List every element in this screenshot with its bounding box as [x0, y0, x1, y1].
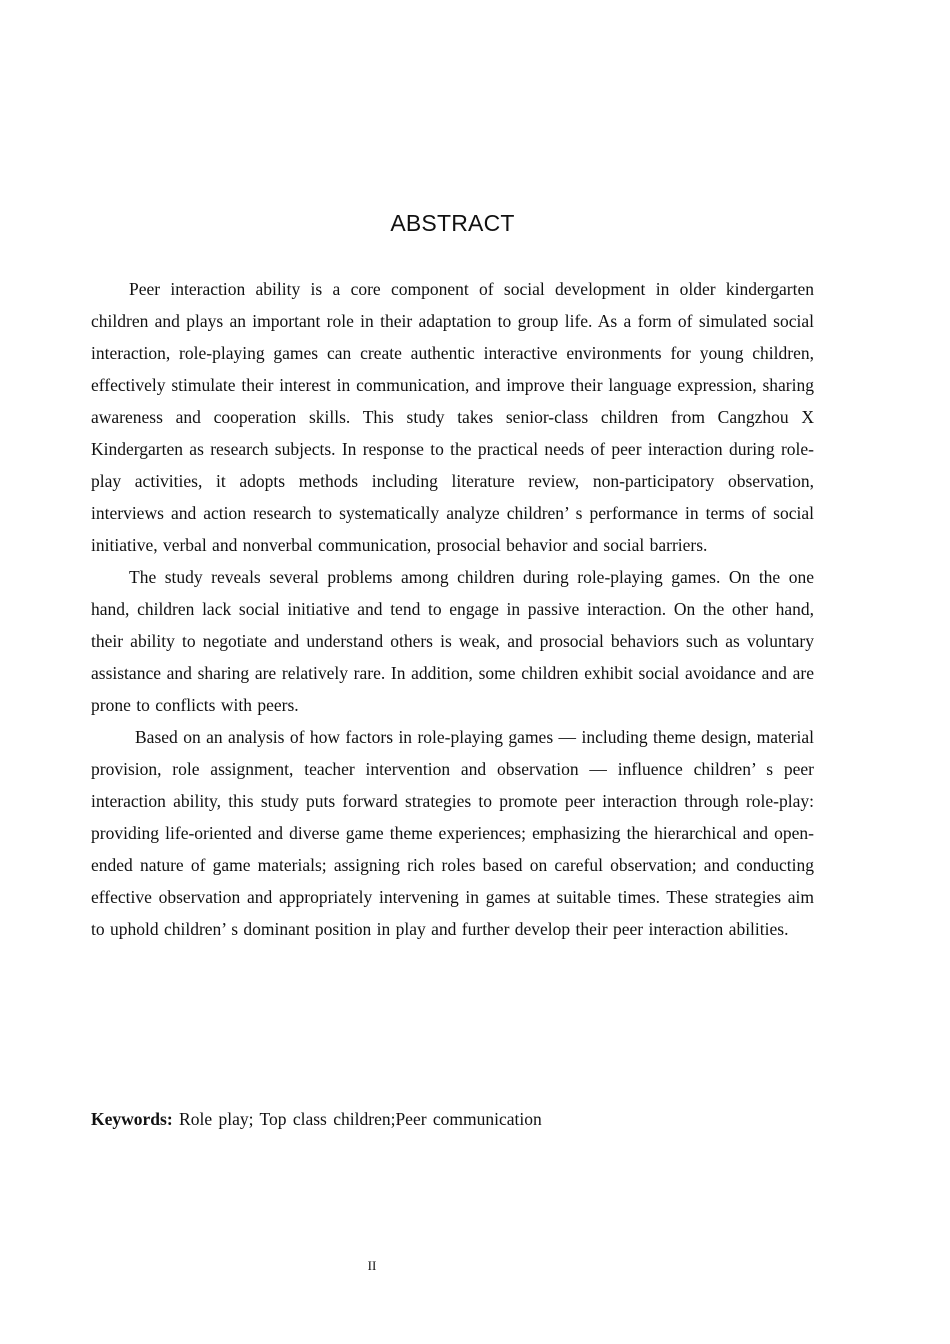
abstract-body	[91, 273, 814, 945]
keywords-label: Keywords:	[91, 1109, 173, 1129]
abstract-title: ABSTRACT	[390, 210, 515, 236]
keywords-text: Role play; Top class children;Peer communication	[172, 1109, 542, 1129]
abstract-paragraph-2: The study reveals several problems among children during role-playing games. On the one hand, children lack social initiative and tend to engage in passive interaction. On the other hand, their ability to negotiate and understand others is weak, and prosocial behaviors such as voluntary assistance and sharing are relatively rare. In addition, some children exhibit social avoidance and are prone to conflicts with peers.	[91, 567, 814, 715]
keywords-line	[91, 1103, 814, 1135]
abstract-paragraph-3: Based on an analysis of how factors in role-playing games — including theme design, material provision, role assignment, teacher intervention and observation — influence children’ s peer interaction ability, this study puts forward strategies to promote peer interaction through role-play: providing life-oriented and diverse game theme experiences; emphasizing the hierarchical and open-ended nature of game materials; assigning rich roles based on careful observation; and conducting effective observation and appropriately intervening in games at suitable times. These strategies aim to uphold children’ s dominant position in play and further develop their peer interaction abilities.	[91, 727, 814, 939]
page-number: II	[367, 1258, 377, 1273]
abstract-paragraph-1: Peer interaction ability is a core component of social development in older kindergarten children and plays an important role in their adaptation to group life. As a form of simulated social interaction, role-playing games can create authentic interactive environments for young children, effectively stimulate their interest in communication, and improve their language expression, sharing awareness and cooperation skills. This study takes senior-class children from Cangzhou X Kindergarten as research subjects. In response to the practical needs of peer interaction during role-play activities, it adopts methods including literature review, non-participatory observation, interviews and action research to systematically analyze children’ s performance in terms of social initiative, verbal and nonverbal communication, prosocial behavior and social barriers.	[91, 279, 814, 555]
